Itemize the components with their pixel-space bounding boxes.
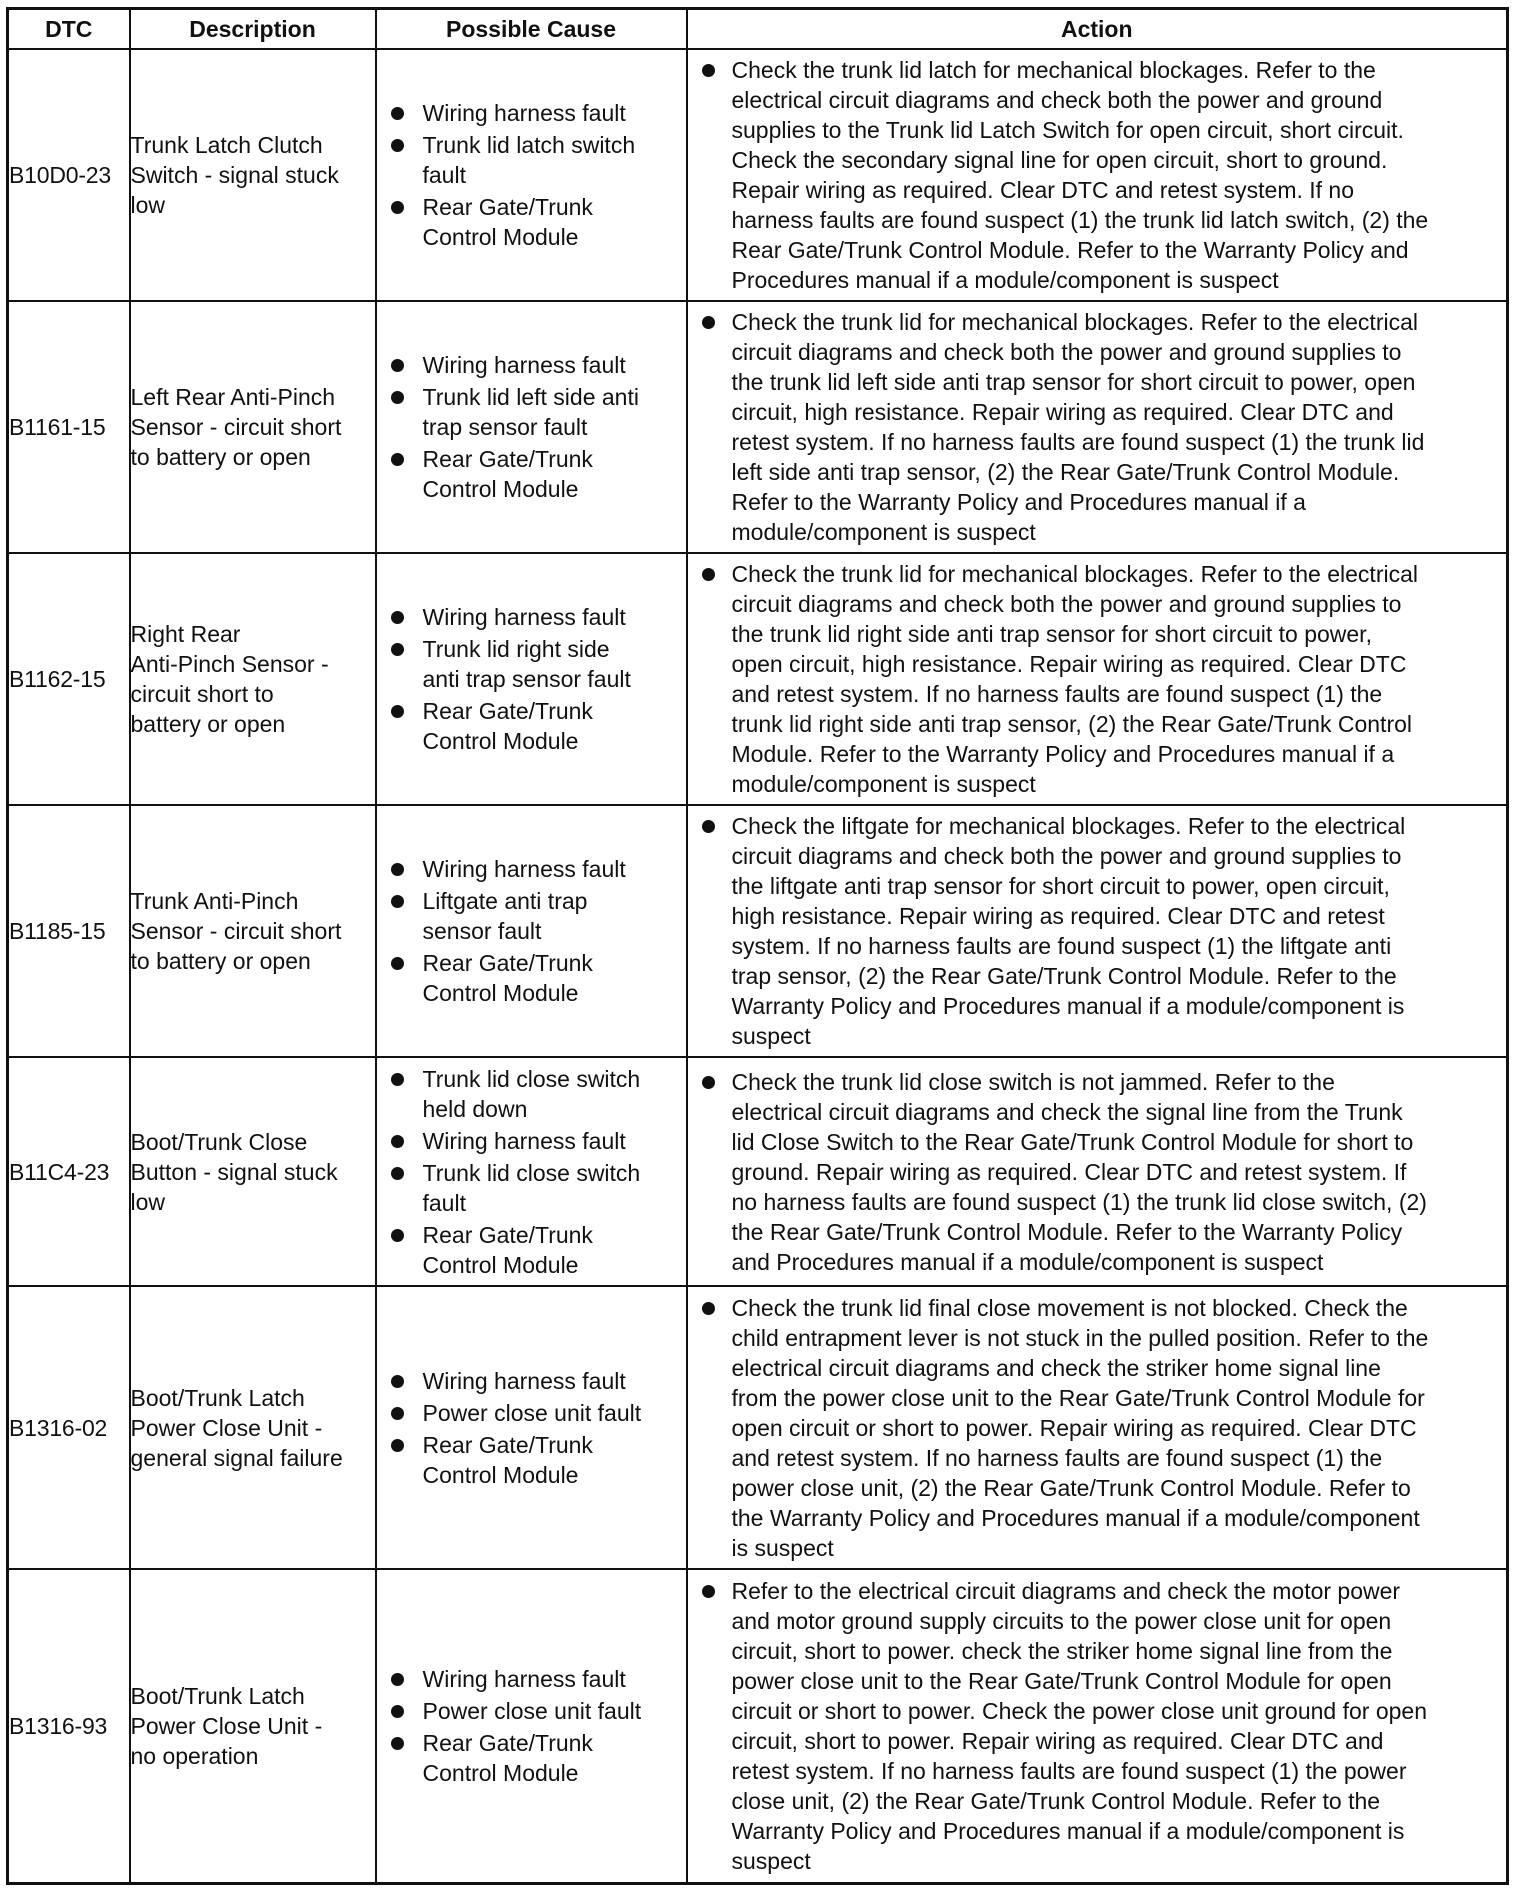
bullet-icon [702,316,715,329]
header-description: Description [130,9,376,50]
possible-cause-cell [376,49,687,301]
dtc-description [130,553,376,805]
action-list [688,55,1507,295]
bullet-icon [391,957,404,970]
bullet-icon [702,568,715,581]
cause-text: Trunk lid latch switch fault [422,132,636,188]
possible-cause-cell [376,1286,687,1569]
cause-item [377,1126,686,1156]
bullet-icon [391,895,404,908]
action-cell [687,49,1508,301]
bullet-icon [391,1229,404,1242]
bullet-icon [702,1585,715,1598]
possible-cause-cell [376,553,687,805]
cause-item [377,382,686,442]
possible-cause-cell [376,805,687,1057]
action-cell [687,553,1508,805]
action-item [688,559,1507,799]
bullet-icon [391,1375,404,1388]
cause-item [377,192,686,252]
table-row [8,1057,1508,1286]
bullet-icon [391,1407,404,1420]
action-item [688,307,1507,547]
action-item [688,811,1507,1051]
cause-item [377,1430,686,1490]
cause-text: Trunk lid right side anti trap sensor fault [422,636,631,692]
table-row [8,805,1508,1057]
action-list [688,559,1507,799]
cause-text: Wiring harness fault [422,1665,626,1692]
cause-item [377,98,686,128]
cause-item [377,1664,686,1694]
action-cell [687,805,1508,1057]
description-text: Boot/Trunk Latch Power Close Unit - general signal failure [130,1384,343,1471]
cause-text: Rear Gate/Trunk Control Module [422,1729,593,1786]
dtc-code: B1185-15 [8,805,130,1057]
cause-text: Liftgate anti trap sensor fault [422,888,588,944]
possible-cause-cell [376,301,687,553]
dtc-code: B10D0-23 [8,49,130,301]
cause-text: Rear Gate/Trunk Control Module [422,698,593,754]
bullet-icon [702,1076,715,1089]
dtc-description [130,1286,376,1569]
bullet-icon [391,107,404,120]
cause-text: Rear Gate/Trunk Control Module [422,1221,593,1278]
bullet-icon [391,1167,404,1180]
dtc-description [130,301,376,553]
bullet-icon [391,359,404,372]
bullet-icon [391,391,404,404]
dtc-description [130,1569,376,1883]
dtc-code: B1162-15 [8,553,130,805]
cause-item [377,1366,686,1396]
action-text: Check the trunk lid final close movement is not blocked. Check the child entrapment lever is not stuck in the pulled position. Refer to the electrical circuit diagrams and check the striker home signal line from the power close unit to the Rear Gate/Trunk Control Module for open circuit or short to power. Repair wiring as required. Clear DTC and retest system. If no harness faults are found suspect (1) the power close unit, (2) the Rear Gate/Trunk Control Module. Refer to the Warranty Policy and Procedures manual if a module/component is suspect [731,1294,1429,1561]
action-list [688,1293,1507,1563]
bullet-icon [391,611,404,624]
action-list [688,811,1507,1051]
bullet-icon [702,64,715,77]
cause-text: Trunk lid left side anti trap sensor fault [422,384,639,440]
action-item [688,55,1507,295]
bullet-icon [391,201,404,214]
action-text: Check the trunk lid close switch is not jammed. Refer to the electrical circuit diagrams and check the signal line from the Trunk lid Close Switch to the Rear Gate/Trunk Control Module for short to ground. Repair wiring as required. Clear DTC and retest system. If no harness faults are found suspect (1) the trunk lid close switch, (2) the Rear Gate/Trunk Control Module. Refer to the Warranty Policy and Procedures manual if a module/component is suspect [731,1068,1427,1275]
table-header-row [8,9,1508,50]
table-row [8,301,1508,553]
cause-item [377,350,686,380]
cause-list [377,1366,686,1490]
cause-item [377,948,686,1008]
cause-item [377,1398,686,1428]
cause-item [377,634,686,694]
action-cell [687,301,1508,553]
cause-text: Wiring harness fault [422,1127,626,1154]
description-text: Trunk Anti-Pinch Sensor - circuit short to battery or open [130,888,342,974]
cause-text: Trunk lid close switch fault [422,1159,641,1216]
cause-item [377,854,686,884]
description-text: Right Rear Anti-Pinch Sensor - circuit short to battery or open [130,621,329,737]
possible-cause-cell [376,1569,687,1883]
cause-item [377,1158,686,1218]
bullet-icon [391,1705,404,1718]
bullet-icon [702,1302,715,1315]
cause-list [377,1064,686,1280]
cause-list [377,854,686,1008]
bullet-icon [391,1737,404,1750]
bullet-icon [391,453,404,466]
cause-text: Rear Gate/Trunk Control Module [422,194,593,250]
action-text: Check the trunk lid latch for mechanical blockages. Refer to the electrical circuit diagrams and check both the power and ground supplies to the Trunk lid Latch Switch for open circuit, short circuit. Check the secondary signal line for open circuit, short to ground. Repair wiring as required. Clear DTC and retest system. If no harness faults are found suspect (1) the trunk lid latch switch, (2) the Rear Gate/Trunk Control Module. Refer to the Warranty Policy and Procedures manual if a module/component is suspect [731,57,1429,293]
action-text: Check the liftgate for mechanical blockages. Refer to the electrical circuit diagrams and check both the power and ground supplies to the liftgate anti trap sensor for short circuit to power, open circuit, high resistance. Repair wiring as required. Clear DTC and retest system. If no harness faults are found suspect (1) the liftgate anti trap sensor, (2) the Rear Gate/Trunk Control Module. Refer to the Warranty Policy and Procedures manual if a module/component is suspect [731,813,1406,1049]
cause-list [377,350,686,504]
bullet-icon [702,820,715,833]
action-list [688,1067,1507,1277]
action-text: Refer to the electrical circuit diagrams and check the motor power and motor ground supply circuits to the power close unit for open circuit, short to power. check the striker home signal line from the power close unit to the Rear Gate/Trunk Control Module for open circuit or short to power. Check the power close unit ground for open circuit, short to power. Repair wiring as required. Clear DTC and retest system. If no harness faults are found suspect (1) the power close unit, (2) the Rear Gate/Trunk Control Module. Refer to the Warranty Policy and Procedures manual if a module/component is suspect [731,1577,1427,1874]
bullet-icon [391,643,404,656]
action-text: Check the trunk lid for mechanical blockages. Refer to the electrical circuit diagrams and check both the power and ground supplies to the trunk lid left side anti trap sensor for short circuit to power, open circuit, high resistance. Repair wiring as required. Clear DTC and retest system. If no harness faults are found suspect (1) the trunk lid left side anti trap sensor, (2) the Rear Gate/Trunk Control Module. Refer to the Warranty Policy and Procedures manual if a module/component is suspect [731,309,1425,545]
description-text: Left Rear Anti-Pinch Sensor - circuit short to battery or open [130,384,342,470]
action-cell [687,1569,1508,1883]
dtc-code: B11C4-23 [8,1057,130,1286]
table-row [8,49,1508,301]
description-text: Trunk Latch Clutch Switch - signal stuck low [130,132,339,218]
cause-text: Wiring harness fault [422,100,626,126]
dtc-description [130,805,376,1057]
header-dtc: DTC [8,9,130,50]
action-cell [687,1286,1508,1569]
dtc-code: B1161-15 [8,301,130,553]
description-text: Boot/Trunk Latch Power Close Unit - no operation [130,1682,323,1769]
cause-text: Wiring harness fault [422,604,626,630]
cause-item [377,1728,686,1788]
table-row [8,553,1508,805]
cause-text: Rear Gate/Trunk Control Module [422,1431,593,1488]
cause-item [377,130,686,190]
action-item [688,1067,1507,1277]
action-text: Check the trunk lid for mechanical blockages. Refer to the electrical circuit diagrams and check both the power and ground supplies to the trunk lid right side anti trap sensor for short circuit to power, open circuit, high resistance. Repair wiring as required. Clear DTC and retest system. If no harness faults are found suspect (1) the trunk lid right side anti trap sensor, (2) the Rear Gate/Trunk Control Module. Refer to the Warranty Policy and Procedures manual if a module/component is suspect [731,561,1418,797]
bullet-icon [391,863,404,876]
bullet-icon [391,1135,404,1148]
cause-text: Rear Gate/Trunk Control Module [422,446,593,502]
cause-item [377,1696,686,1726]
cause-text: Wiring harness fault [422,352,626,378]
cause-item [377,886,686,946]
bullet-icon [391,1439,404,1452]
dtc-table [6,7,1509,1885]
cause-text: Wiring harness fault [422,1367,626,1394]
action-item [688,1293,1507,1563]
cause-item [377,444,686,504]
header-possible-cause: Possible Cause [376,9,687,50]
cause-item [377,1220,686,1280]
action-list [688,307,1507,547]
cause-text: Power close unit fault [422,1399,642,1426]
possible-cause-cell [376,1057,687,1286]
cause-text: Trunk lid close switch held down [422,1065,641,1122]
cause-item [377,1064,686,1124]
dtc-code: B1316-02 [8,1286,130,1569]
cause-text: Rear Gate/Trunk Control Module [422,950,593,1006]
cause-item [377,696,686,756]
bullet-icon [391,1673,404,1686]
dtc-code: B1316-93 [8,1569,130,1883]
bullet-icon [391,705,404,718]
table-row [8,1286,1508,1569]
cause-list [377,1664,686,1788]
table-row [8,1569,1508,1883]
cause-text: Wiring harness fault [422,856,626,882]
dtc-description [130,49,376,301]
cause-text: Power close unit fault [422,1697,642,1724]
header-action: Action [687,9,1508,50]
cause-list [377,98,686,252]
cause-item [377,602,686,632]
bullet-icon [391,1073,404,1086]
description-text: Boot/Trunk Close Button - signal stuck low [130,1128,338,1215]
bullet-icon [391,139,404,152]
dtc-description [130,1057,376,1286]
action-item [688,1576,1507,1876]
cause-list [377,602,686,756]
action-cell [687,1057,1508,1286]
action-list [688,1576,1507,1876]
